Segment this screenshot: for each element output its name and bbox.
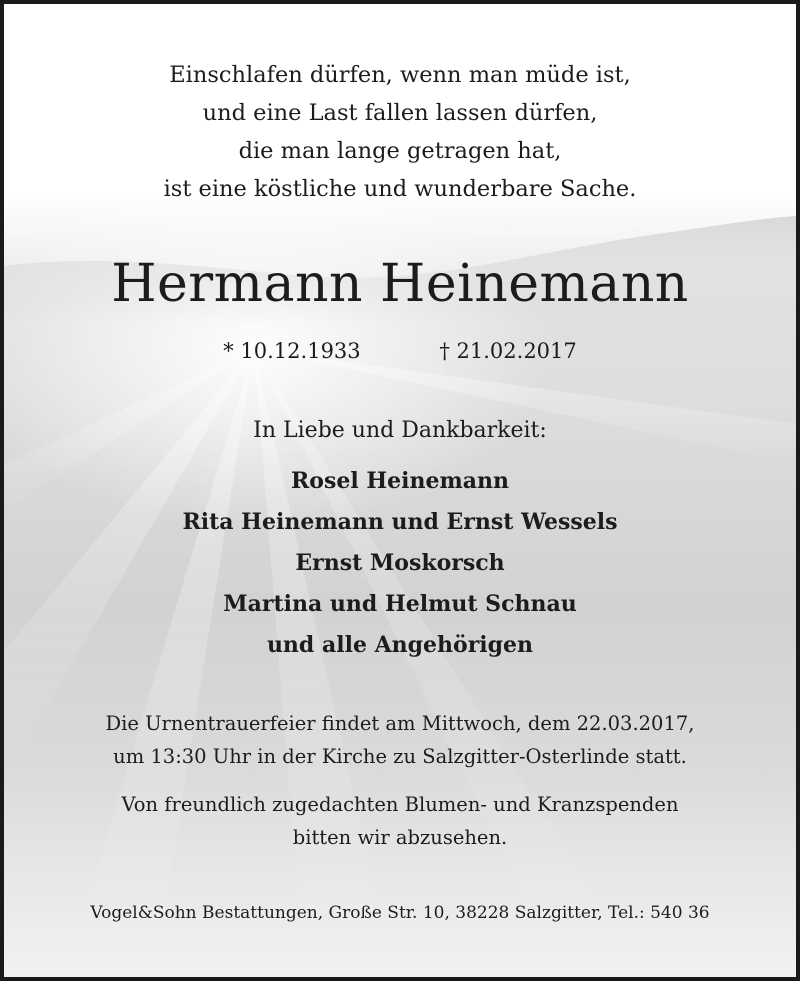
deceased-name: Hermann Heinemann — [111, 254, 689, 314]
quote-line: Einschlafen dürfen, wenn man müde ist, — [169, 62, 631, 88]
ceremony-line: um 13:30 Uhr in der Kirche zu Salzgitter-Osterlinde statt. — [113, 745, 687, 768]
quote — [4, 56, 796, 208]
quote-line: die man lange getragen hat, — [238, 138, 562, 164]
flowers-line: Von freundlich zugedachten Blumen- und Kranzspenden — [121, 793, 679, 816]
mourners-list — [4, 461, 796, 666]
flowers-note — [4, 788, 796, 854]
mourner-name: und alle Angehörigen — [266, 632, 534, 658]
mourner-name: Rita Heinemann und Ernst Wessels — [182, 509, 618, 535]
ceremony-info — [4, 707, 796, 773]
ceremony-line: Die Urnentrauerfeier findet am Mittwoch, dem 22.03.2017, — [105, 712, 695, 735]
mourner-name: Rosel Heinemann — [290, 468, 509, 494]
thanks-line: In Liebe und Dankbarkeit: — [253, 418, 547, 443]
life-dates — [4, 336, 796, 366]
undertaker-footer: Vogel&Sohn Bestattungen, Große Str. 10, 38228 Salzgitter, Tel.: 540 36 — [90, 903, 710, 923]
flowers-line: bitten wir abzusehen. — [292, 826, 508, 849]
death-date: † 21.02.2017 — [439, 339, 577, 363]
mourner-name: Ernst Moskorsch — [295, 550, 505, 576]
birth-date: * 10.12.1933 — [223, 339, 361, 363]
quote-line: ist eine köstliche und wunderbare Sache. — [163, 176, 637, 202]
quote-line: und eine Last fallen lassen dürfen, — [202, 100, 598, 126]
mourner-name: Martina und Helmut Schnau — [223, 591, 577, 617]
